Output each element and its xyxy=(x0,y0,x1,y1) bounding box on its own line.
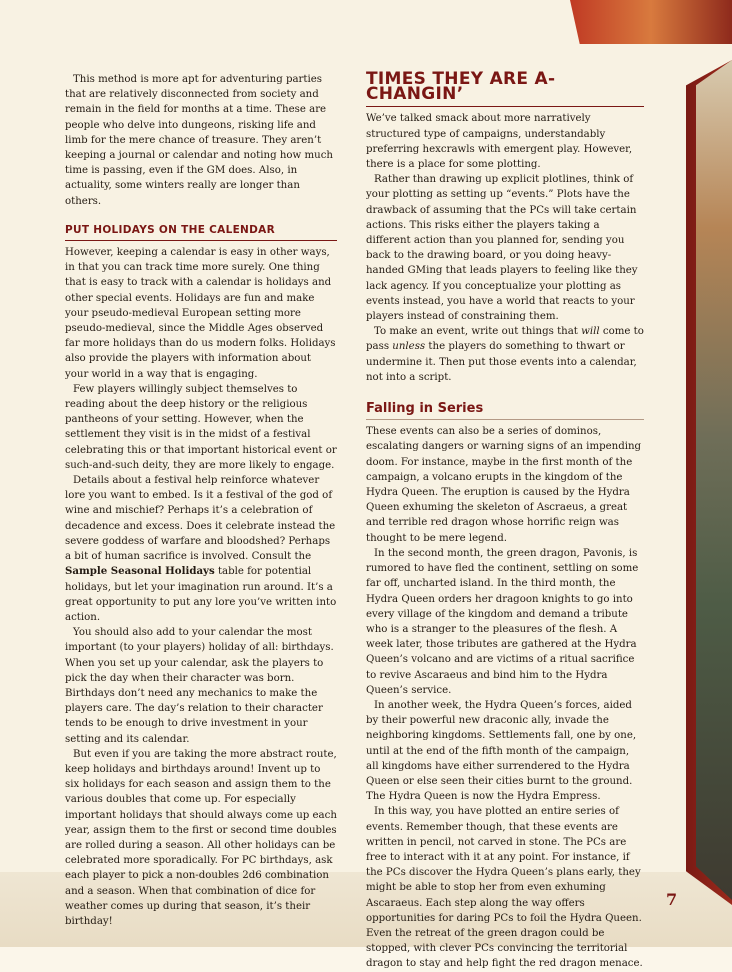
chapter-heading: TIMES THEY ARE A-CHANGIN’ xyxy=(366,72,644,107)
body-paragraph: These events can also be a series of dominos, escalating dangers or warning signs of an impending doom. For instance, maybe in the first month of the campaign, a volcano erupts in the kingdom of the Hydra Queen. The eruption is caused by the Hydra Queen exhuming the skeleton of Ascraeus, a great and terrible red dragon whose horrific reign was thought to be mere legend. xyxy=(366,426,642,544)
illustration-top-corner xyxy=(570,0,732,44)
body-paragraph: In this way, you have plotted an entire series of events. Remember though, that these events are written in pencil, not carved in stone. The PCs are free to interact with it at any point. For instance, if the PCs discover the Hydra Queen’s plans early, they might be able to stop her from even exhuming Ascaraeus. Each step along the way offers opportunities for daring PCs to foil the Hydra Queen. Even the retreat of the green dragon could be stopped, with clever PCs convincing the territorial dragon to stay and help fight the red dragon menace. xyxy=(366,806,643,970)
body-paragraph xyxy=(65,473,337,625)
body-paragraph: But even if you are taking the more abstract route, keep holidays and birthdays around! Invent up to six holidays for each season and assign them to the various doubles that come up. For especially important holidays that should always come up each year, assign them to the first or second time doubles are rolled during a season. All other holidays can be celebrated more sporadically. For PC birthdays, ask each player to pick a non-doubles 2d6 combination and a season. When that combination of dice for weather comes up during that season, it’s their birthday! xyxy=(65,748,337,927)
left-column xyxy=(65,72,337,929)
body-paragraph: In the second month, the green dragon, Pavonis, is rumored to have fled the continent, settling on some far off, uncharted island. In the third month, the Hydra Queen orders her dragoon knights to go into every village of the kingdom and demand a tribute who is a stranger to the pleasures of the flesh. A week later, those tributes are gathered at the Hydra Queen’s volcano and are victims of a ritual sacrifice to revive Ascaraeus and bind him to the Hydra Queen’s service. xyxy=(366,547,639,696)
subheading-falling-in-series: Falling in Series xyxy=(366,401,644,420)
body-paragraph: We’ve talked smack about more narratively structured type of campaigns, understandably preferring hexcrawls with emergent play. However, there is a place for some plotting. xyxy=(366,113,633,171)
text-run: table for potential holidays, but let your imagination run around. It’s a great opportunity to put any lore you’ve written into action. xyxy=(65,566,337,623)
body-paragraph: Few players willingly subject themselves to reading about the deep history or the religious pantheons of your setting. However, when the settlement they visit is in the midst of a festival celebrating this or that important historical event or such-and-such deity, they are more likely to engage. xyxy=(65,383,337,471)
page-number: 7 xyxy=(666,890,678,909)
body-paragraph: Rather than drawing up explicit plotlines, think of your plotting as setting up “events.” Plots have the drawback of assuming that the PCs will take certain actions. This risks either the players taking a different action than you planned for, sending you back to the drawing board, or you doing heavy-handed GMing that leads players to feeling like they lack agency. If you conceptualize your plotting as events instead, you have a world that reacts to your players instead of constraining them. xyxy=(366,174,638,323)
text-run: Details about a festival help reinforce whatever lore you want to embed. Is it a festival of the god of wine and mischief? Perhaps it’s a celebration of decadence and excess. Does it celebrate instead the severe goddess of warfare and bloodshed? Perhaps a bit of human sacrifice is involved. Consult the xyxy=(65,475,336,563)
body-paragraph: In another week, the Hydra Queen’s forces, aided by their powerful new draconic ally, invade the neighboring kingdoms. Settlements fall, one by one, until at the end of the fifth month of the campaign, all kingdoms have either surrendered to the Hydra Queen or else seen their cities burnt to the ground. The Hydra Queen is now the Hydra Empress. xyxy=(366,699,637,803)
text-run: come to pass xyxy=(366,326,644,353)
table-reference: Sample Seasonal Holidays xyxy=(65,565,215,578)
text-run: To make an event, write out things that xyxy=(374,326,582,338)
body-paragraph: However, keeping a calendar is easy in other ways, in that you can track time more surely. One thing that is easy to track with a calendar is holidays and other special events. Holidays are fun and make your pseudo-medieval European setting more pseudo-medieval, since the Middle Ages observed far more holidays than do us modern folks. Holidays also provide the players with information about your world in a way that is engaging. xyxy=(65,247,336,380)
emphasis: will xyxy=(581,326,600,338)
section-heading-holidays: PUT HOLIDAYS ON THE CALENDAR xyxy=(65,223,337,241)
emphasis: unless xyxy=(392,341,426,353)
body-paragraph: You should also add to your calendar the most important (to your players) holiday of all: birthdays. When you set up your calendar, ask the players to pick the day when their character was born. Birthdays don’t need any mechanics to make the players care. The day’s relation to their character tends to be enough to drive investment in your setting and its calendar. xyxy=(65,627,334,745)
illustration-artwork xyxy=(696,60,732,900)
body-paragraph xyxy=(366,324,644,385)
intro-paragraph: This method is more apt for adventuring parties that are relatively disconnected from society and remain in the field for months at a time. These are people who delve into dungeons, risking life and limb for the mere chance of treasure. They aren’t keeping a journal or calendar and noting how much time is passing, even if the GM does. Also, in actuality, some winters really are longer than others. xyxy=(65,74,333,207)
right-column xyxy=(366,69,644,972)
text-run: the players do something to thwart or undermine it. Then put those events into a calendar, not into a script. xyxy=(366,341,637,383)
